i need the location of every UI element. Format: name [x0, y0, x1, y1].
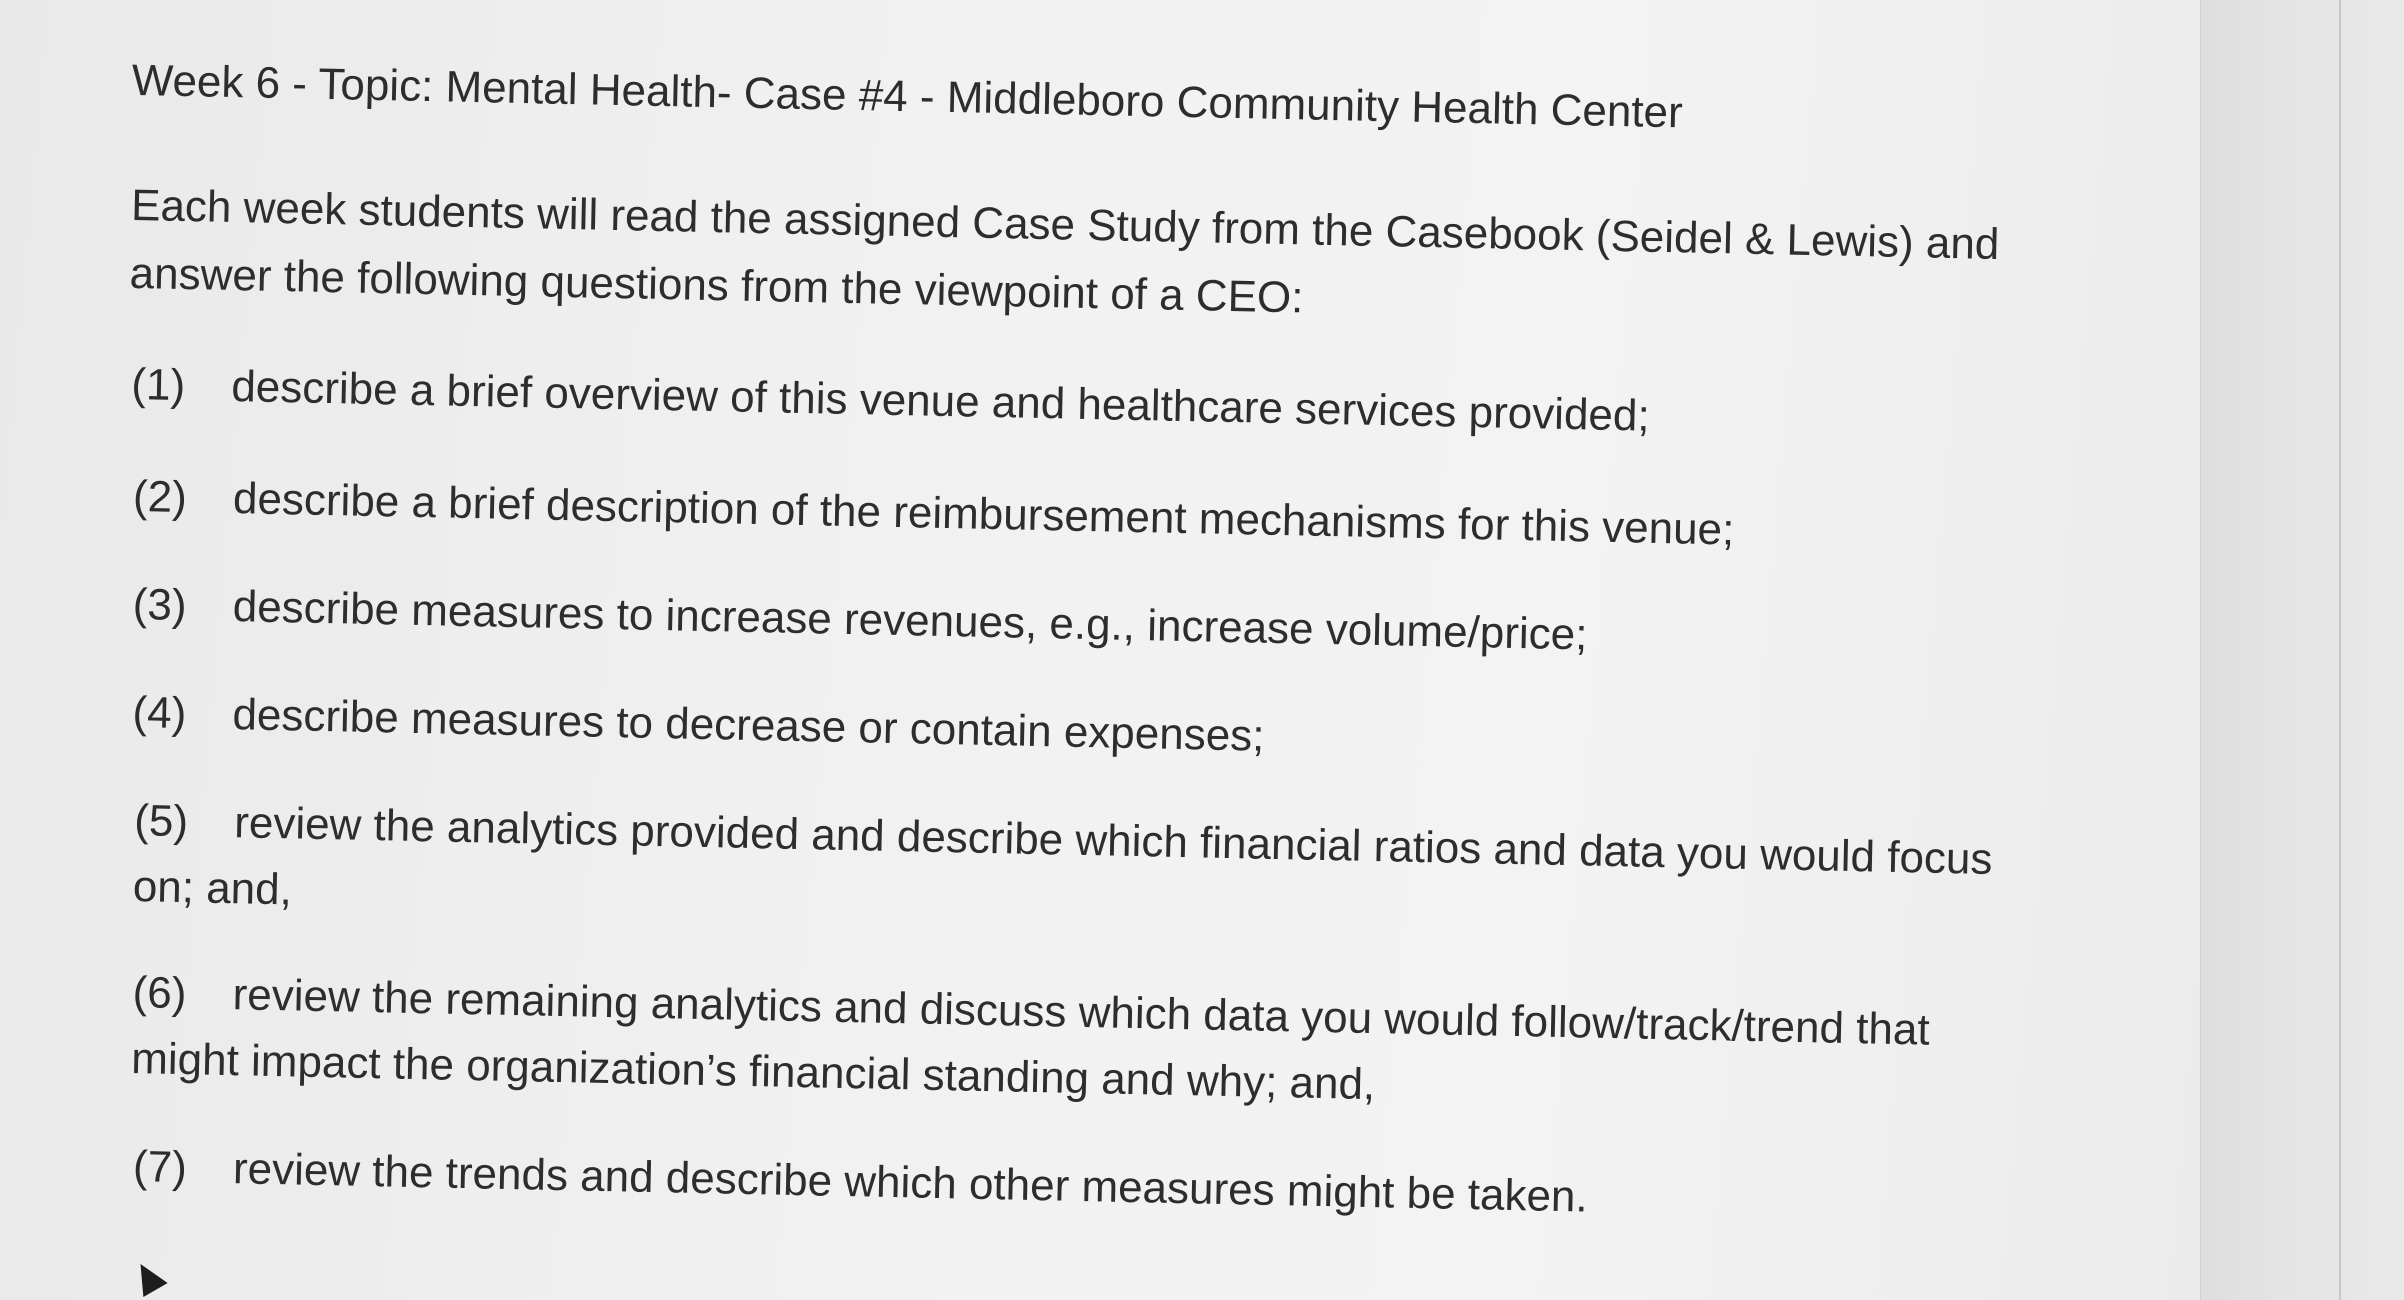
window-right-margin — [2200, 0, 2404, 1300]
question-item — [132, 788, 2034, 960]
question-text: describe a brief description of the reimbursement mechanisms for this venue; — [232, 474, 1735, 555]
question-item — [132, 1134, 2033, 1240]
question-number: (1) — [130, 359, 186, 411]
question-number: (7) — [132, 1142, 188, 1193]
assignment-title: Week 6 - Topic: Mental Health- Case #4 - Middleboro Community Health Center — [131, 55, 1684, 138]
question-number: (5) — [133, 796, 189, 847]
question-number: (4) — [132, 687, 187, 739]
question-text: review the trends and describe which other measures might be taken. — [232, 1144, 1589, 1222]
question-item — [131, 352, 2032, 458]
question-number: (2) — [132, 471, 188, 523]
question-text: describe measures to increase revenues, e.g., increase volume/price; — [232, 582, 1588, 660]
question-item — [132, 680, 2033, 786]
question-number: (6) — [132, 968, 187, 1019]
question-text: review the remaining analytics and discuss which data you would follow/track/trend that might impact the organization’s financial standing and why; and, — [130, 970, 1931, 1110]
question-item — [132, 572, 2033, 678]
question-item — [132, 464, 2033, 570]
question-number: (3) — [132, 579, 188, 631]
question-text: describe measures to decrease or contain expenses; — [232, 690, 1265, 761]
scrollbar-edge[interactable] — [2339, 0, 2341, 1300]
question-item — [131, 960, 2013, 1131]
assignment-intro: Each week students will read the assigned Case Study from the Casebook (Seidel & Lewis) and answer the following questions from the viewpoint of a CEO: — [129, 180, 2000, 323]
question-text: review the analytics provided and describe which financial ratios and data you would focus on; and, — [132, 798, 1993, 915]
question-text: describe a brief overview of this venue and healthcare services provided; — [230, 361, 1651, 441]
